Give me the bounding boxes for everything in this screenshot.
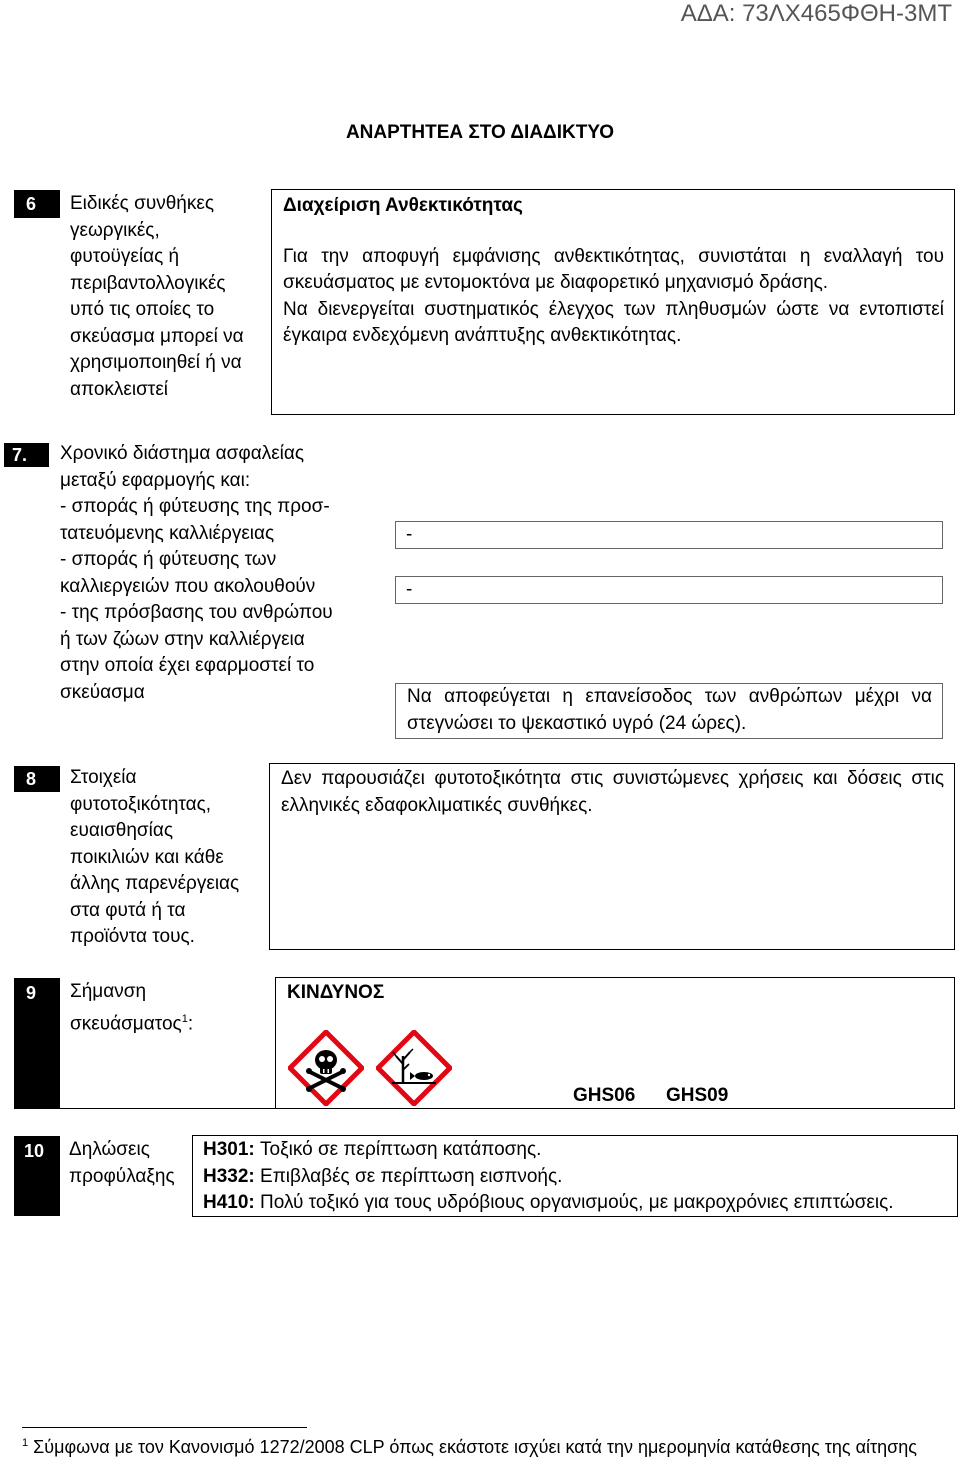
ada-code: ΑΔΑ: 73ΛΧ465ΦΘΗ-3ΜΤ: [680, 0, 952, 27]
footnote-separator: [22, 1427, 307, 1428]
hazard-statement-h410: H410: Πολύ τοξικό για τους υδρόβιους οργανισμούς, με μακροχρόνιες επιπτώσεις.: [203, 1192, 894, 1213]
ghs06-pictogram: [288, 1030, 364, 1106]
section-8-label: Στοιχεία φυτοτοξικότητας, ευαισθησίας ποικιλιών και κάθε άλλης παρενέργειας στα φυτά ή τα προϊόντα τους.: [70, 767, 240, 947]
section-9-bottom-line: [14, 1108, 276, 1109]
section-6-number: 6: [14, 190, 60, 218]
posting-notice: ΑΝΑΡΤΗΤΕΑ ΣΤΟ ΔΙΑΔΙΚΤΥΟ: [345, 122, 615, 143]
skull-crossbones-icon: [288, 1030, 364, 1106]
section-8-number: 8: [14, 766, 60, 792]
section-6-label: Ειδικές συνθήκες γεωργικές, φυτοϋγείας ή περιβαντολλογικές υπό τις οποίες το σκεύασμα μπορεί να χρησιμοποιηθεί ή να αποκλειστεί: [70, 193, 244, 400]
section-10-content-box: [192, 1135, 958, 1217]
resistance-title: Διαχείριση Ανθεκτικότητας: [283, 195, 523, 216]
section-6-content-box: [271, 189, 955, 415]
section-8-content-box: Δεν παρουσιάζει φυτοτοξικότητα στις συνιστώμενες χρήσεις και δόσεις στις ελληνικές εδαφοκλιματικές συνθήκες.: [269, 763, 955, 950]
section-9-number: 9: [26, 983, 37, 1003]
environment-hazard-icon: [376, 1030, 452, 1106]
section-7-value-2: -: [395, 576, 943, 604]
section-7-value-3: Να αποφεύγεται η επανείσοδος των ανθρώπων μέχρι να στεγνώσει το ψεκαστικό υγρό (24 ώρες).: [395, 683, 943, 739]
section-7-label: Χρονικό διάστημα ασφαλείας μεταξύ εφαρμογής και: - σποράς ή φύτευσης της προσ- τατευόμενης καλλιέργειας - σποράς ή φύτευσης των καλλιεργειών που ακολουθούν - της πρόσβασης του ανθρώπου ή των ζώων στην καλλιέργεια στην οποία έχει εφαρμοστεί το σκεύασμα: [60, 443, 333, 703]
section-7-value-1: -: [395, 521, 943, 549]
ghs06-code: GHS06: [573, 1085, 636, 1106]
ghs09-code: GHS09: [666, 1085, 729, 1106]
section-9-label: Σήμανση σκευάσματος$^1$:: [70, 981, 194, 1034]
footnote: $^1$ Σύμφωνα με τον Κανονισμό 1272/2008 CLP όπως εκάστοτε ισχύει κατά την ημερομηνία κατάθεσης της αίτησης: [22, 1437, 917, 1457]
section-9-black-bar: [14, 978, 60, 1109]
hazard-statement-h301: H301: Τοξικό σε περίπτωση κατάποσης.: [203, 1139, 542, 1160]
resistance-text-1: Για την αποφυγή εμφάνισης ανθεκτικότητας, συνιστάται η εναλλαγή του σκευάσματος με εντομοκτόνα με διαφορετικό μηχανισμό δράσης.: [283, 245, 944, 293]
ghs09-pictogram: [376, 1030, 452, 1106]
section-7-number: 7.: [4, 443, 49, 467]
resistance-text-2: Να διενεργείται συστηματικός έλεγχος των πληθυσμών ώστε να εντοπιστεί έγκαιρα ενδεχόμενη ανάπτυξης ανθεκτικότητας.: [283, 298, 944, 346]
hazard-statement-h332: H332: Επιβλαβές σε περίπτωση εισπνοής.: [203, 1165, 563, 1187]
section-10-number: 10: [24, 1141, 45, 1161]
signal-word: ΚΙΝΔΥΝΟΣ: [287, 982, 385, 1003]
section-10-label: Δηλώσεις προφύλαξης: [69, 1139, 175, 1187]
